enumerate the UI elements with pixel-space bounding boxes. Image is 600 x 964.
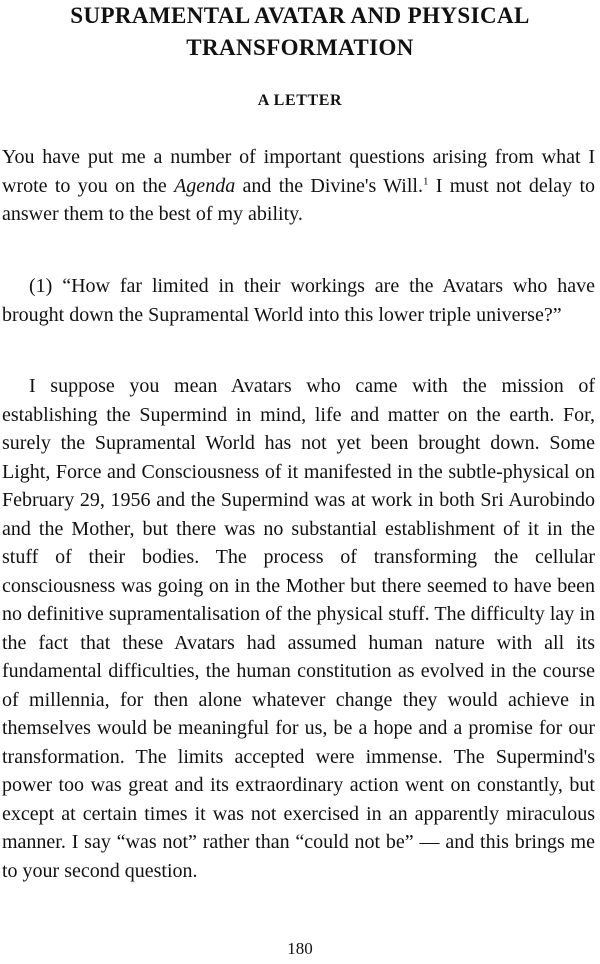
paragraph-question-1: (1) “How far limited in their workings are the Avatars who have brought down the Supramental World into this lower triple universe?” xyxy=(2,275,595,326)
chapter-title-line-2: TRANSFORMATION xyxy=(186,35,414,60)
paragraph-intro xyxy=(2,143,595,229)
paragraph-answer-1: I suppose you mean Avatars who came with the mission of establishing the Supermind in mind, life and matter on the earth. For, surely the Supramental World has not yet been brought down. Some Light, Force and Consciousness of it manifested in the subtle-physical on February 29, 1956 and the Supermind was at work in both Sri Aurobindo and the Mother, but there was no substantial establishment of it in the stuff of their bodies. The process of transforming the cellular consciousness was going on in the Mother but there seemed to have been no definitive supramentalisation of the physical stuff. The difficulty lay in the fact that these Avatars had assumed human nature with all its fundamental difficulties, the human constitution as evolved in the course of millennia, for then alone whatever change they would achieve in themselves would be meaningful for us, be a hope and a promise for our transformation. The limits accepted were immense. The Supermind's power too was great and its extraordinary action went on constantly, but except at certain times it was not exercised in an apparently miraculous manner. I say “was not” rather than “could not be” — and this brings me to your second question. xyxy=(2,375,595,882)
agenda-italic-text: Agenda xyxy=(174,174,236,197)
paragraph-intro-text-c: I must not delay to answer them to the best of my ability. xyxy=(2,174,595,225)
chapter-title-line-1: SUPRAMENTAL AVATAR AND PHYSICAL xyxy=(70,3,530,28)
page-number: 180 xyxy=(287,939,313,958)
section-subheading: A LETTER xyxy=(257,92,343,109)
footnote-marker: 1 xyxy=(422,174,429,187)
paragraph-intro-text-b: and the Divine's Will. xyxy=(235,174,423,197)
paragraph-intro-text-a: You have put me a number of important questions arising from what I wrote to you on the xyxy=(2,146,595,197)
